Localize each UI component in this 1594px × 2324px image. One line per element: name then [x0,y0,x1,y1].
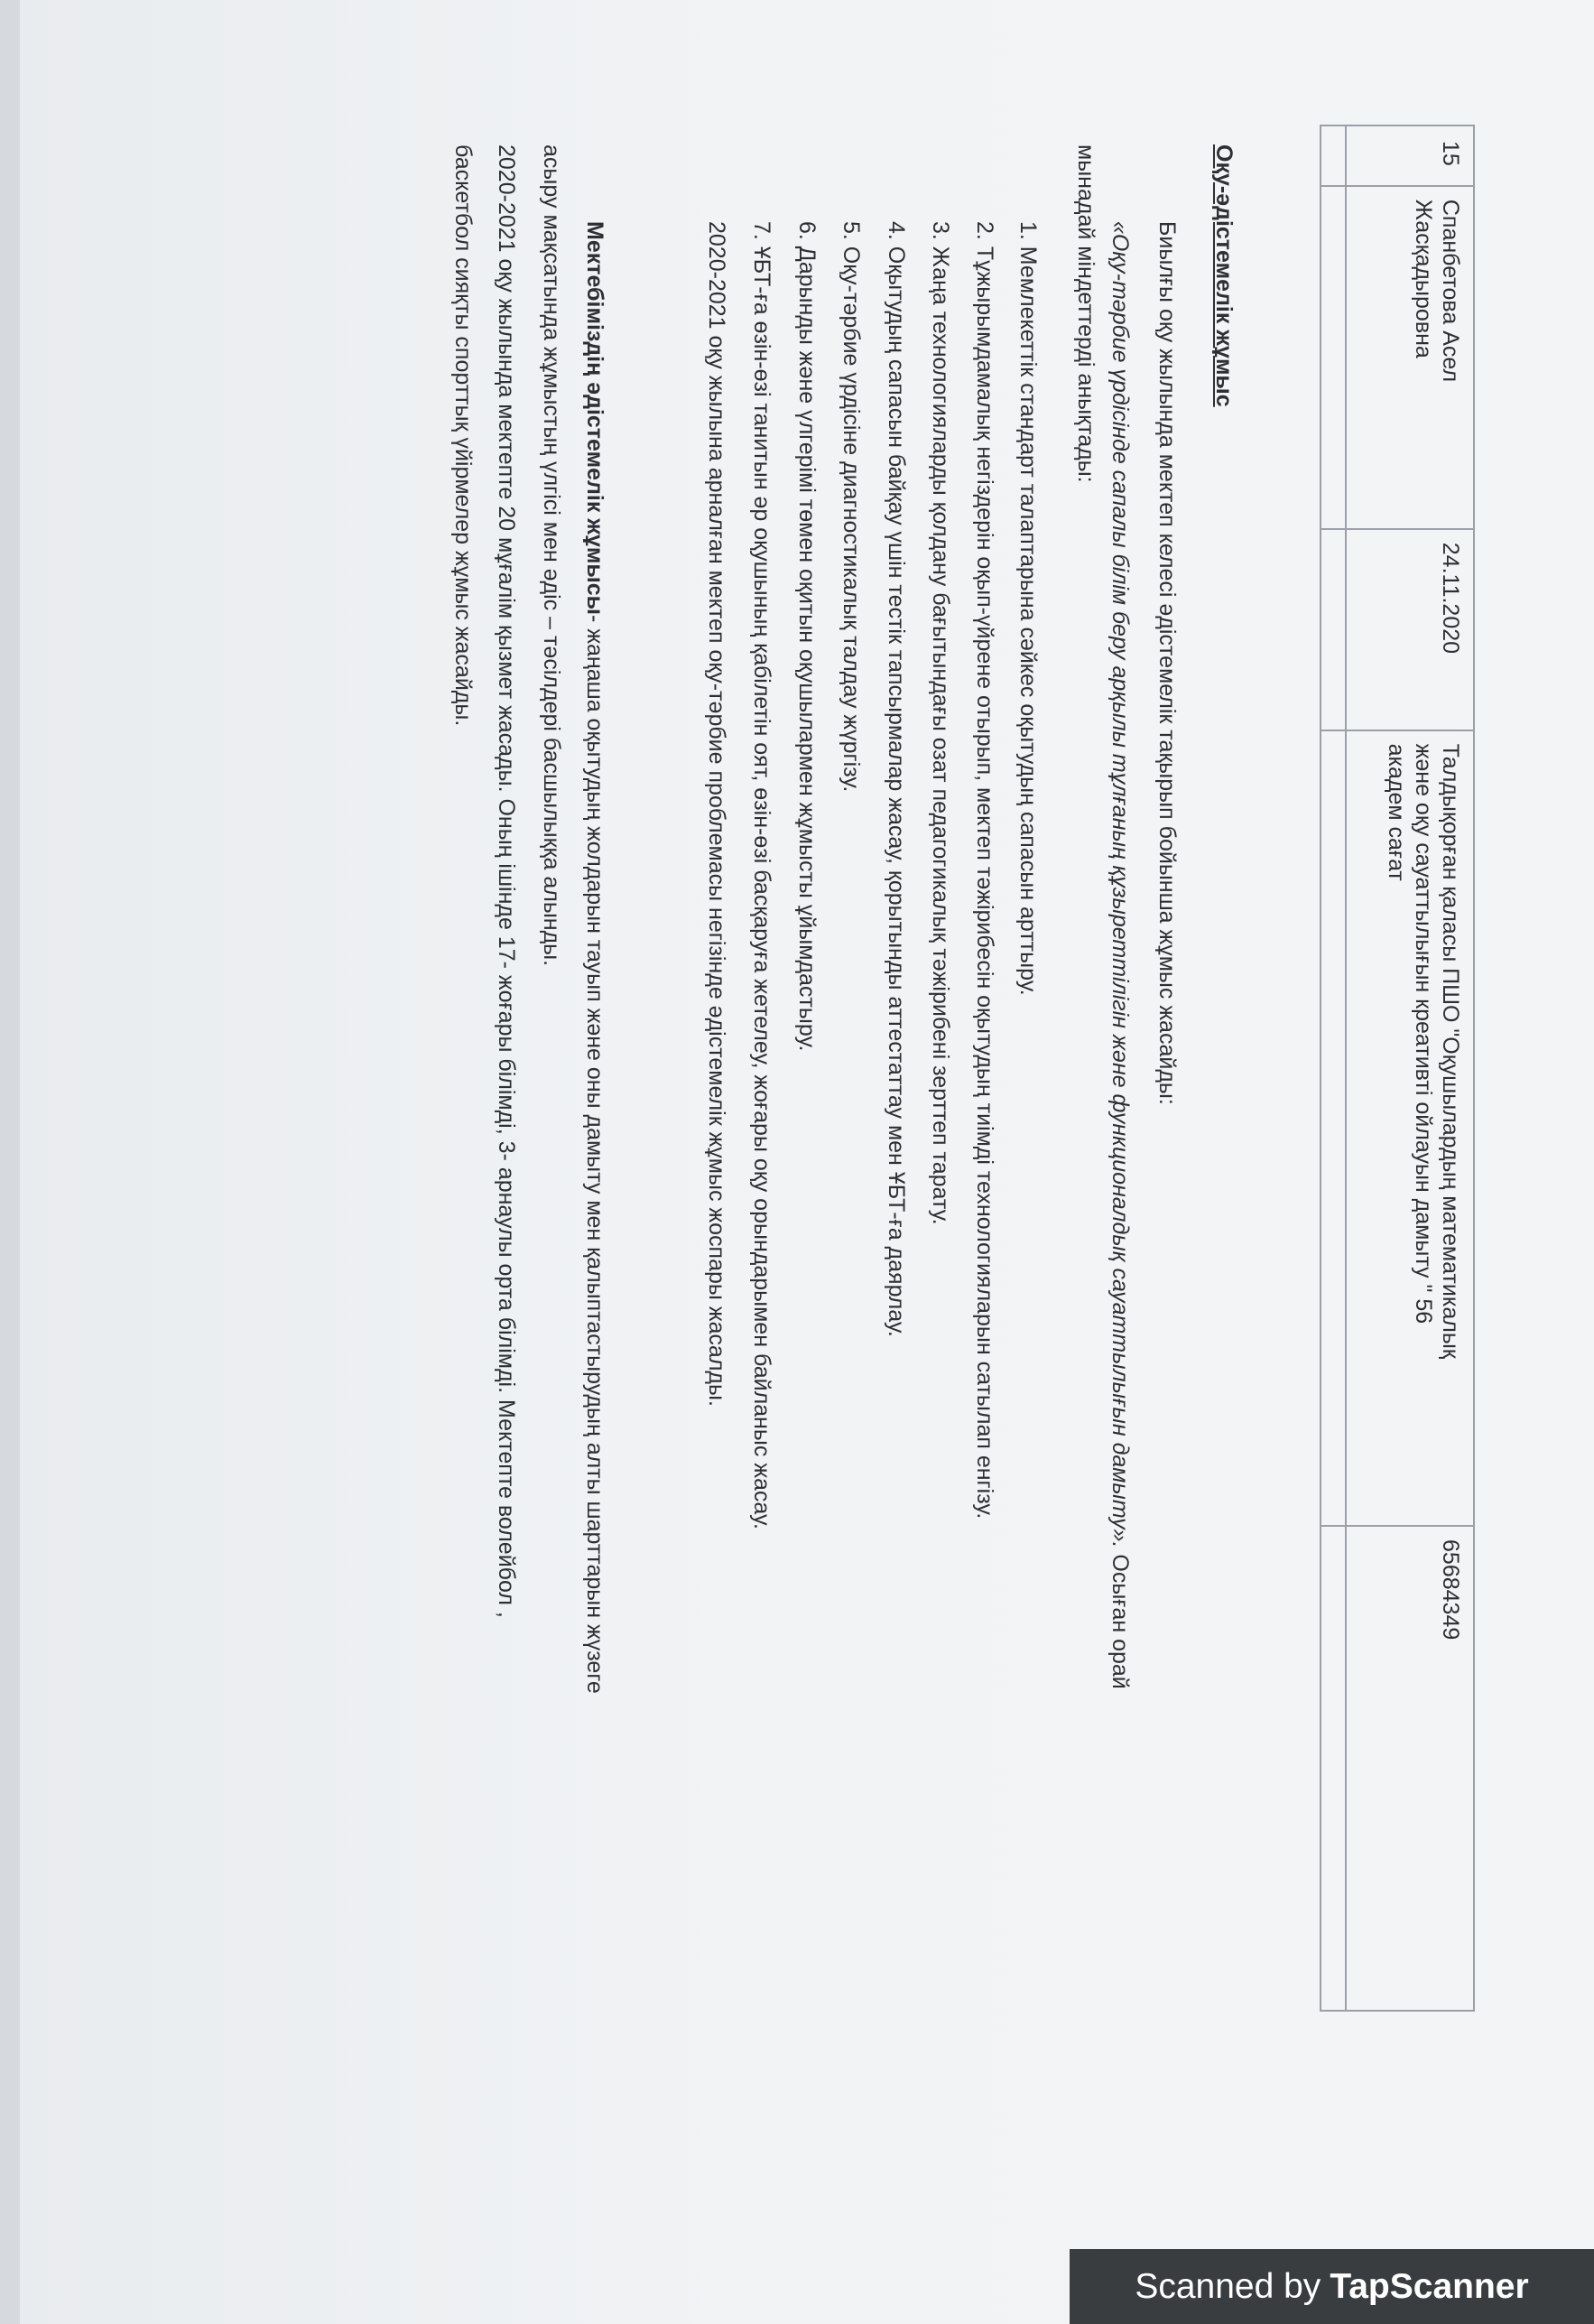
watermark-prefix: Scanned by [1135,2266,1321,2306]
row-number: 15 [1438,141,1463,166]
task-item: 1. Мемлекеттік стандарт талаптарына сәйкес оқытудың сапасын арттыру. [1015,221,1041,996]
empty-cell [1321,730,1346,1526]
teacher-name-line1: Спанбетова Асел [1438,199,1463,383]
theme-italic: «Оқу-тәрбие үрдісінде сапалы білім беру арқылы тұлғаның құзыреттілігін және функционалдық сауаттылығын дамыту». [1107,221,1133,1548]
row-number-cell [1346,125,1474,186]
table-row [1346,125,1474,2011]
certificate-code-cell [1346,1526,1474,2011]
empty-cell [1321,125,1346,186]
para2-rest: - жаңаша оқытудың жолдарын тауып және оны дамыту мен қалыптастырудың алты шарттарын жүзеге [582,615,607,1694]
para2-bold: Мектебіміздің әдістемелік жұмысы [582,221,607,616]
date-cell [1346,529,1474,730]
task-item: 6. Дарынды және үлгерімі төмен оқитын оқушылармен жұмысты ұйымдастыру. [794,221,820,1052]
rotated-document [20,0,1594,2324]
para2-line2: асыру мақсатында жұмыстың үлгісі мен әдіс – тәсілдері басшылыққа алынды. [539,144,564,967]
theme-line2: мынадай міндеттерді анықтады: [1073,144,1098,483]
course-cell [1346,730,1474,1526]
scanned-page [20,0,1594,2324]
course-line1: Талдықорған қаласы ПШО "Оқушылардың математикалық [1438,743,1463,1359]
theme-rest: Осыған орай [1107,1548,1133,1689]
empty-cell [1321,186,1346,529]
certificate-code: 65684349 [1438,1539,1463,1641]
watermark-brand: TapScanner [1330,2266,1529,2306]
tapscanner-watermark [1070,2249,1594,2324]
empty-cell [1321,1526,1346,2011]
para2-line1 [581,221,608,1694]
course-date: 24.11.2020 [1438,542,1463,655]
table-row-empty [1321,125,1346,2011]
empty-cell [1321,529,1346,730]
task-item: 4. Оқытудың сапасын байқау үшін тестік тапсырмалар жасау, қорытынды аттестаттау мен ҰБТ-ға даярлау. [884,221,909,1337]
plan-note: 2020-2021 оқу жылына арналған мектеп оқу-тәрбие проблемасы негізінде әдістемелік жұмыс жоспары жасалды. [704,221,729,1407]
task-item: 3. Жаңа технологияларды қолдану бағытындағы озат педагогикалық тәжірибені зерттеп тарату. [928,221,953,1225]
course-line3: академ сағат [1384,743,1409,881]
task-item: 7. ҰБТ-ға өзін-өзі танитын әр оқушының қабілетін оят, өзін-өзі басқаруға жетелеу, жоғары оқу орындарымен байланыс жасау. [749,221,774,1529]
section-heading: Оқу-әдістемелік жұмыс [1211,144,1237,407]
staff-table [1320,125,1475,2012]
teacher-name-cell [1346,186,1474,529]
course-line2: және оқу сауаттылығын креативті ойлауын дамыту " 56 [1411,743,1436,1325]
task-item: 5. Оқу-тәрбие үрдісіне диагностикалық талдау жүргізу. [839,221,864,793]
theme-line1 [1107,221,1134,1689]
para3-line1: 2020-2021 оқу жылында мектепте 20 мұғалім қызмет жасады. Оның ішінде 17- жоғары білімді, 3- арнаулы орта білімді. Мектепте волейбол , [494,144,519,1618]
task-item: 2. Тұжырымдамалық негіздерін оқып-үйрене отырып, мектеп тәжірибесін оқытудың тиімді технологияларын сатылап енгізу. [972,221,997,1520]
intro-text: Биылғы оқу жылында мектеп келесі әдістемелік тақырып бойынша жұмыс жасайды: [1154,221,1180,1105]
para3-line2: баскетбол сияқты спорттық үйірмелер жұмыс жасайды. [450,144,476,727]
teacher-name-line2: Жасқадыровна [1411,199,1436,358]
